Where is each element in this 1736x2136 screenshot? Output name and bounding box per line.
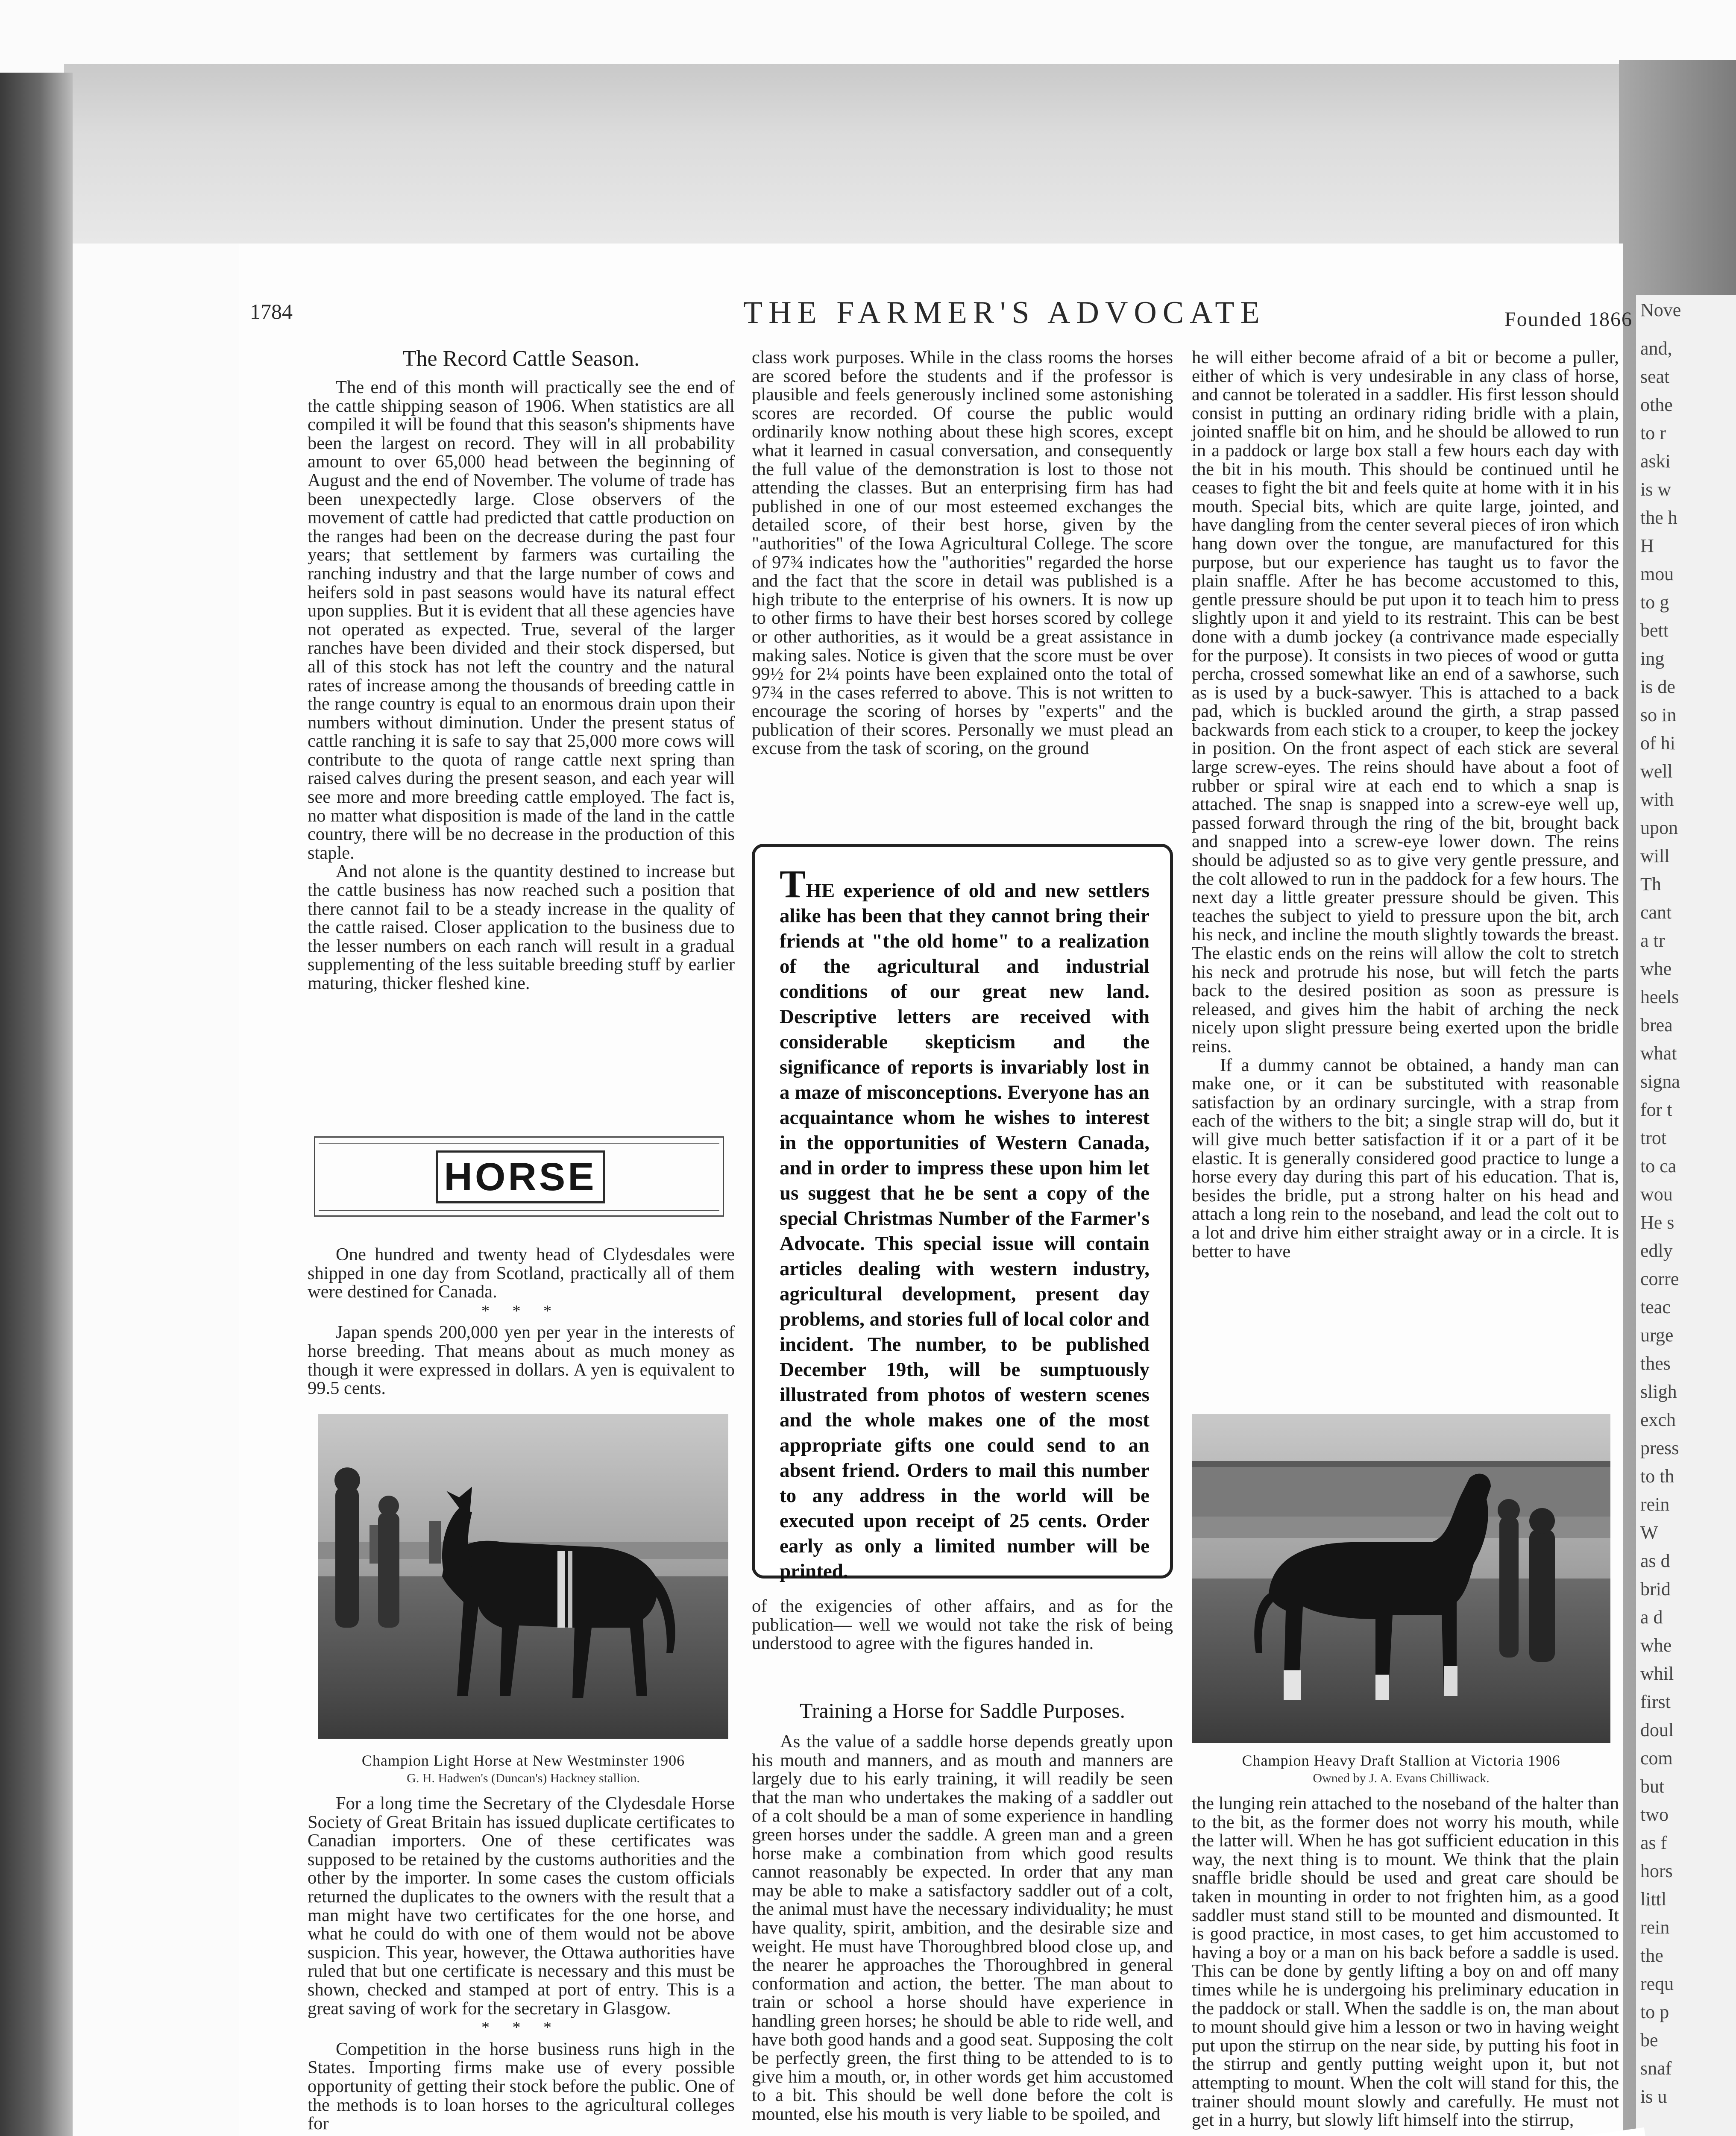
draft-stallion-picture — [1192, 1414, 1610, 1743]
bit-training-paragraph: he will either become afraid of a bit or become a puller, either of which is very undesirable in any class of horse, and cannot be tolerated in a saddler. His first lesson should consist in putting an ordinary riding bridle with a plain, jointed snaffle bit on him, and he should be allowed to run in a paddock or large box stall a few hours each day with the bit in his mouth. This should be continued until he ceases to fight the bit and feels quite at home with it in his mouth. Special bits, which are quite large, jointed, and have dangling from the center several pieces of iron which hang down over the tongue, are manufactured for this purpose, but our experience has taught us to favor the plain snaffle. After he has become accustomed to this, gentle pressure should be put upon it to teach him to press slightly upon it and yield to its restraint. This can be best done with a dumb jockey (a contrivance made especially for the purpose). It consists in two pieces of wood or gutta percha, crossed somewhat like an end of a sawhorse, such as is used by a buck-sawyer. This is attached to a back pad, which is buckled around the girth, a strap passed backwards from each stick to a crouper, to keep the jockey in position. On the front aspect of each stick are several large screw-eyes. The reins should have about a foot of rubber or spiral wire at each end to which a snap is attached. The snap is snapped into a screw-eye well up, passed forward through the ring of the bit, brought back and snapped into a screw-eye lower down. The reins should be adjusted so as to give very gentle pressure, and the colt allowed to run in the paddock for a few hours. The next day a little greater pressure should be given. This teaches the subject to yield to pressure upon the bit, arch his neck, and incline the mouth slightly towards the breast. The elastic ends on the reins will allow the colt to stretch his neck and protrude his nose, but will fetch the parts back to the desired position as soon as pressure is released, and gives him the habit of arching the neck nicely upon slight pressure being exerted upon the bridle reins. — [1192, 347, 1619, 1056]
next-page-fragment: edly — [1640, 1240, 1673, 1261]
next-page-fragment: is de — [1640, 676, 1675, 697]
competition-paragraph: Competition in the horse business runs high in the States. Importing firms make use of every possible opportunity of getting their stock before the public. One of the methods is to loan horses to the agricultural colleges for — [308, 2039, 735, 2134]
clydesdale-certificates-article — [308, 1794, 735, 2133]
next-page-fragment: whe — [1640, 958, 1672, 979]
right-column-top — [1192, 348, 1619, 1261]
masthead-title: THE FARMER'S ADVOCATE — [743, 295, 1266, 330]
next-page-fragment: Th — [1640, 874, 1661, 895]
next-page-fragment: and, — [1640, 338, 1672, 359]
next-page-fragment: press — [1640, 1438, 1679, 1458]
next-page-fragment: exch — [1640, 1409, 1676, 1430]
next-page-fragment: to th — [1640, 1466, 1674, 1487]
page-number: 1784 — [250, 299, 293, 323]
next-page-fragment: for t — [1640, 1099, 1672, 1120]
mounting-paragraph: the lunging rein attached to the noseband of the halter than to the bit, as the former does not worry his mouth, while the latter will. When he has got sufficient education in this way, the next thing is to mount. We think that the plain snaffle bridle should be used and great care should be taken in mounting in order to not frighten him, as a good saddler must stand still to be mounted and dismounted. It is good practice, in most cases, to get him accustomed to having a boy or a man on his back before a saddle is used. This can be done by gently lifting a boy on and off many times while he is undergoing his preliminary education in the paddock or stall. When the saddle is on, the man about to mount should give him a lesson or two in having weight put upon the stirrup on the near side, by putting his foot in the stirrup and gently putting weight upon it, but not attempting to mount. When the colt will stand for this, the trainer should mount slowly and carefully. He must not get in a hurry, but slowly lift himself into the stirrup, — [1192, 1793, 1619, 2130]
next-page-fragment: is w — [1640, 479, 1671, 500]
next-page-fragment: teac — [1640, 1297, 1671, 1317]
next-page-fragment: rein — [1640, 1917, 1670, 1938]
next-page-fragment: He s — [1640, 1212, 1674, 1233]
saddle-article-title: Training a Horse for Saddle Purposes. — [800, 1699, 1125, 1722]
next-page-fragment: to ca — [1640, 1156, 1677, 1177]
light-horse-caption: Champion Light Horse at New Westminster 1906 — [361, 1752, 685, 1769]
next-page-header: Nove — [1640, 299, 1681, 320]
horse-notes — [308, 1245, 735, 1398]
next-page-fragment: W — [1640, 1522, 1658, 1543]
next-page-fragment: wou — [1640, 1184, 1673, 1205]
next-page-fragment: littl — [1640, 1889, 1667, 1910]
separator-stars-2: * * * — [481, 2019, 561, 2037]
next-page-fragment: whil — [1640, 1663, 1674, 1684]
scoring-conclusion: of the exigencies of other affairs, and as for the publication— well we would not take the risk of being understood to agree with the figures handed in. — [752, 1596, 1173, 1654]
japan-yen-note: Japan spends 200,000 yen per year in the interests of horse breeding. That means about as much money as though it were expressed in dollars. A yen is equivalent to 99.5 cents. — [308, 1322, 735, 1399]
horse-section-banner — [314, 1136, 724, 1217]
next-page-fragment: the h — [1640, 507, 1677, 528]
cattle-paragraph-1: The end of this month will practically see the end of the cattle shipping season of 1906. When statistics are all compiled it will be found that this season's shipments have been the largest on record. They will in all probability amount to over 65,000 head between the beginning of August and the end of November. The volume of trade has been unexpectedly large. Close observers of the movement of cattle had predicted that cattle production on the ranges had been on the decrease during the past four years; that settlement by farmers was curtailing the ranching industry and that the large number of cows and heifers sold in past seasons would have its natural effect upon supplies. But it is evident that all these agencies have not operated as expected. True, several of the larger ranches have been divided and their stock dispersed, but all of this stock has not left the country and the natural rates of increase among the thousands of breeding cattle in the range country is equal to an enormous drain upon their numbers without diminution. Under the present status of cattle ranching it is safe to say that 25,000 more cows will contribute to the quota of range cattle next spring than raised calves during the present season, and each year will see more and more breeding cattle employed. The fact is, no matter what disposition is made of the land in the cattle country, there will be no decrease in the production of this staple. — [308, 377, 735, 863]
next-page-fragment: mou — [1640, 563, 1674, 584]
next-page-fragment: H — [1640, 535, 1654, 556]
middle-column-top — [752, 348, 1173, 758]
next-page-fragment: upon — [1640, 817, 1678, 838]
next-page-fragment: seat — [1640, 366, 1670, 387]
cattle-article-body — [308, 378, 735, 993]
next-page-fragment: othe — [1640, 394, 1673, 415]
next-page-fragment: com — [1640, 1748, 1673, 1769]
next-page-fragment: as f — [1640, 1832, 1667, 1853]
next-page-fragment: thes — [1640, 1353, 1671, 1374]
next-page-fragment: the — [1640, 1945, 1663, 1966]
next-page-fragment: urge — [1640, 1325, 1674, 1346]
next-page-fragment: well — [1640, 761, 1673, 782]
next-page-fragment: aski — [1640, 451, 1671, 472]
founded-label: Founded 1866 — [1504, 308, 1633, 331]
next-page-fragment: to r — [1640, 423, 1666, 443]
next-page-fragment: first — [1640, 1691, 1671, 1712]
banner-rule-top — [319, 1143, 719, 1144]
next-page-fragment: but — [1640, 1776, 1665, 1797]
next-page-fragment: to p — [1640, 2001, 1669, 2022]
banner-rule-bottom — [319, 1210, 719, 1211]
cattle-article-title: The Record Cattle Season. — [402, 346, 640, 371]
next-page-fragment: snaf — [1640, 2058, 1672, 2079]
next-page-fragment: so in — [1640, 704, 1677, 725]
next-page-fragment: ing — [1640, 648, 1665, 669]
cattle-paragraph-2: And not alone is the quantity destined to increase but the cattle business has now reached such a position that there cannot fail to be a steady increase in the quality of the cattle raised. Closer application to the business due to the lesser numbers on each ranch will result in a gradual supplementing of the less suitable breeding stuff by earlier maturing, thicker fleshed kine. — [308, 861, 735, 993]
saddle-paragraph: As the value of a saddle horse depends greatly upon his mouth and manners, and as mouth and manners are largely due to his early training, it will readily be seen that the man who undertakes the making of a saddler out of a colt should be a man of some experience in handling green horses under the saddle. A green man and a green horse make a combination from which good results cannot reasonably be expected. In order that any man may be able to make a satisfactory saddler out of a colt, the animal must have the necessary individuality; he must have quality, spirit, ambition, and the desirable size and weight. He must have Thoroughbred blood close up, and the nearer he approaches the Thoroughbred in general conformation and action, the better. The man about to train or school a horse should have experience in handling green horses; he should be able to ride well, and have both good hands and a good seat. Supposing the colt be perfectly green, the first thing to be attended to is to give him a mouth, or, in other words get him accustomed to a bit. This should be well done before the colt is mounted, else his mouth is very liable to be spoiled, and — [752, 1731, 1173, 2124]
next-page-fragment: hors — [1640, 1860, 1673, 1881]
next-page-fragment: heels — [1640, 986, 1679, 1007]
heavy-draft-caption: Champion Heavy Draft Stallion at Victoria 1906 — [1242, 1752, 1560, 1769]
christmas-number-notice — [752, 844, 1173, 1582]
right-column-bottom — [1192, 1794, 1619, 2130]
next-page-fragment: bett — [1640, 620, 1669, 641]
banner-frame — [436, 1150, 605, 1203]
scan-top-shadow — [64, 64, 1623, 244]
separator-stars: * * * — [481, 1302, 561, 1320]
hackney-stallion-picture — [318, 1414, 728, 1739]
next-page-fragment: be — [1640, 2030, 1658, 2051]
heavy-draft-photo — [1192, 1414, 1610, 1743]
surcingle-paragraph: If a dummy cannot be obtained, a handy man can make one, or it can be substituted with reasonable satisfaction by an ordinary surcingle, with a strap from each of the withers to the bit; a single strap will do, but it will give much better satisfaction if it or a part of it be elastic. It is generally considered good practice to lunge a horse every day during this part of his education. That is, besides the bridle, put a strong halter on his head and attach a long rein to the noseband, and lead the colt out to a lot and drive him either straight away or in a circle. It is better to have — [1192, 1055, 1619, 1262]
next-page-fragment: is u — [1640, 2086, 1667, 2107]
next-page-fragment: a tr — [1640, 930, 1665, 951]
next-page-fragment: whe — [1640, 1635, 1672, 1656]
next-page-fragment: will — [1640, 845, 1670, 866]
light-horse-photo — [318, 1414, 728, 1739]
clydesdale-shipment-note: One hundred and twenty head of Clydesdales were shipped in one day from Scotland, practically all of them were destined for Canada. — [308, 1244, 735, 1302]
next-page-fragment: with — [1640, 789, 1674, 810]
next-page-fragment: doul — [1640, 1719, 1674, 1740]
next-page-strip — [1636, 295, 1736, 2136]
next-page-fragment: corre — [1640, 1268, 1679, 1289]
next-page-fragment: brid — [1640, 1579, 1671, 1599]
banner-label: HORSE — [444, 1155, 597, 1199]
next-page-fragment: brea — [1640, 1015, 1673, 1036]
heavy-draft-subcaption: Owned by J. A. Evans Chilliwack. — [1313, 1771, 1490, 1785]
scan-left-shadow — [0, 73, 73, 2136]
certificates-paragraph: For a long time the Secretary of the Clydesdale Horse Society of Great Britain has issued duplicate certificates to Canadian importers. One of these certificates was supposed to be retained by the customs authorities and the other by the importer. In some cases the custom officials returned the duplicates to the owners with the result that a man might have two certificates for the one horse, and what he could do with one of them would not be above suspicion. This year, however, the Ottawa authorities have ruled that but one certificate is necessary and this must be shown, checked and stamped at port of entry. This is a great saving of work for the secretary in Glasgow. — [308, 1793, 735, 2019]
next-page-fragment: rein — [1640, 1494, 1670, 1515]
christmas-notice-text: THE experience of old and new settlers alike has been that they cannot bring their friends at "the old home" to a realization of the agricultural and industrial conditions of our great new land. Descriptive letters are received with considerable skepticism and the significance of reports is invariably lost in a maze of misconceptions. Everyone has an acquaintance whom he wishes to interest in the opportunities of Western Canada, and in order to impress these upon him let us suggest that he be sent a copy of the special Christmas Number of the Farmer's Advocate. This special issue will contain articles dealing with western industry, agricultural development, present day problems, and stories full of local color and incident. The number, to be published December 19th, will be sumptuously illustrated from photos of western scenes and the whole makes one of the most appropriate gifts one could send to an absent friend. Orders to mail this number to any address in the world will be executed upon receipt of 25 cents. Order early as only a limited number will be printed. — [780, 862, 1150, 1582]
light-horse-subcaption: G. H. Hadwen's (Duncan's) Hackney stallion. — [407, 1771, 640, 1785]
next-page-fragment: sligh — [1640, 1381, 1677, 1402]
saddle-article-body — [752, 1732, 1173, 2123]
next-page-fragment: to g — [1640, 592, 1669, 613]
next-page-fragment: cant — [1640, 902, 1672, 923]
next-page-fragment: a d — [1640, 1607, 1663, 1628]
scoring-continuation: class work purposes. While in the class rooms the horses are scored before the students and if the professor is plausible and feels generously inclined some astonishing scores are recorded. Of course the public would ordinarily know nothing about these high scores, except what it learned in casual conversation, and consequently the full value of the demonstration is lost to those not attending the classes. But an enterprising firm has had published in one of our most esteemed exchanges the detailed score, of their best horse, given by the "authorities" of the Iowa Agricultural College. The score of 97¾ indicates how the "authorities" regarded the horse and the fact that the score in detail was published is a high tribute to the enterprise of his owners. It is now up to other firms to have their best horses scored by college or other authorities, as it would be a great assistance in making sales. Notice is given that the score must be over 99½ for 2¼ points have been explained onto the total of 97¾ in the cases referred to above. This is not written to encourage the scoring of horses by "experts" and the publication of their scores. Personally we must plead an excuse from the task of scoring, on the ground — [752, 347, 1173, 759]
next-page-fragment: two — [1640, 1804, 1669, 1825]
next-page-fragment: requ — [1640, 1973, 1674, 1994]
next-page-fragment: what — [1640, 1043, 1677, 1064]
next-page-fragment: as d — [1640, 1550, 1670, 1571]
middle-column-after-box — [752, 1597, 1173, 1653]
next-page-fragment: signa — [1640, 1071, 1680, 1092]
next-page-fragment: of hi — [1640, 733, 1675, 754]
next-page-fragment: trot — [1640, 1127, 1667, 1148]
